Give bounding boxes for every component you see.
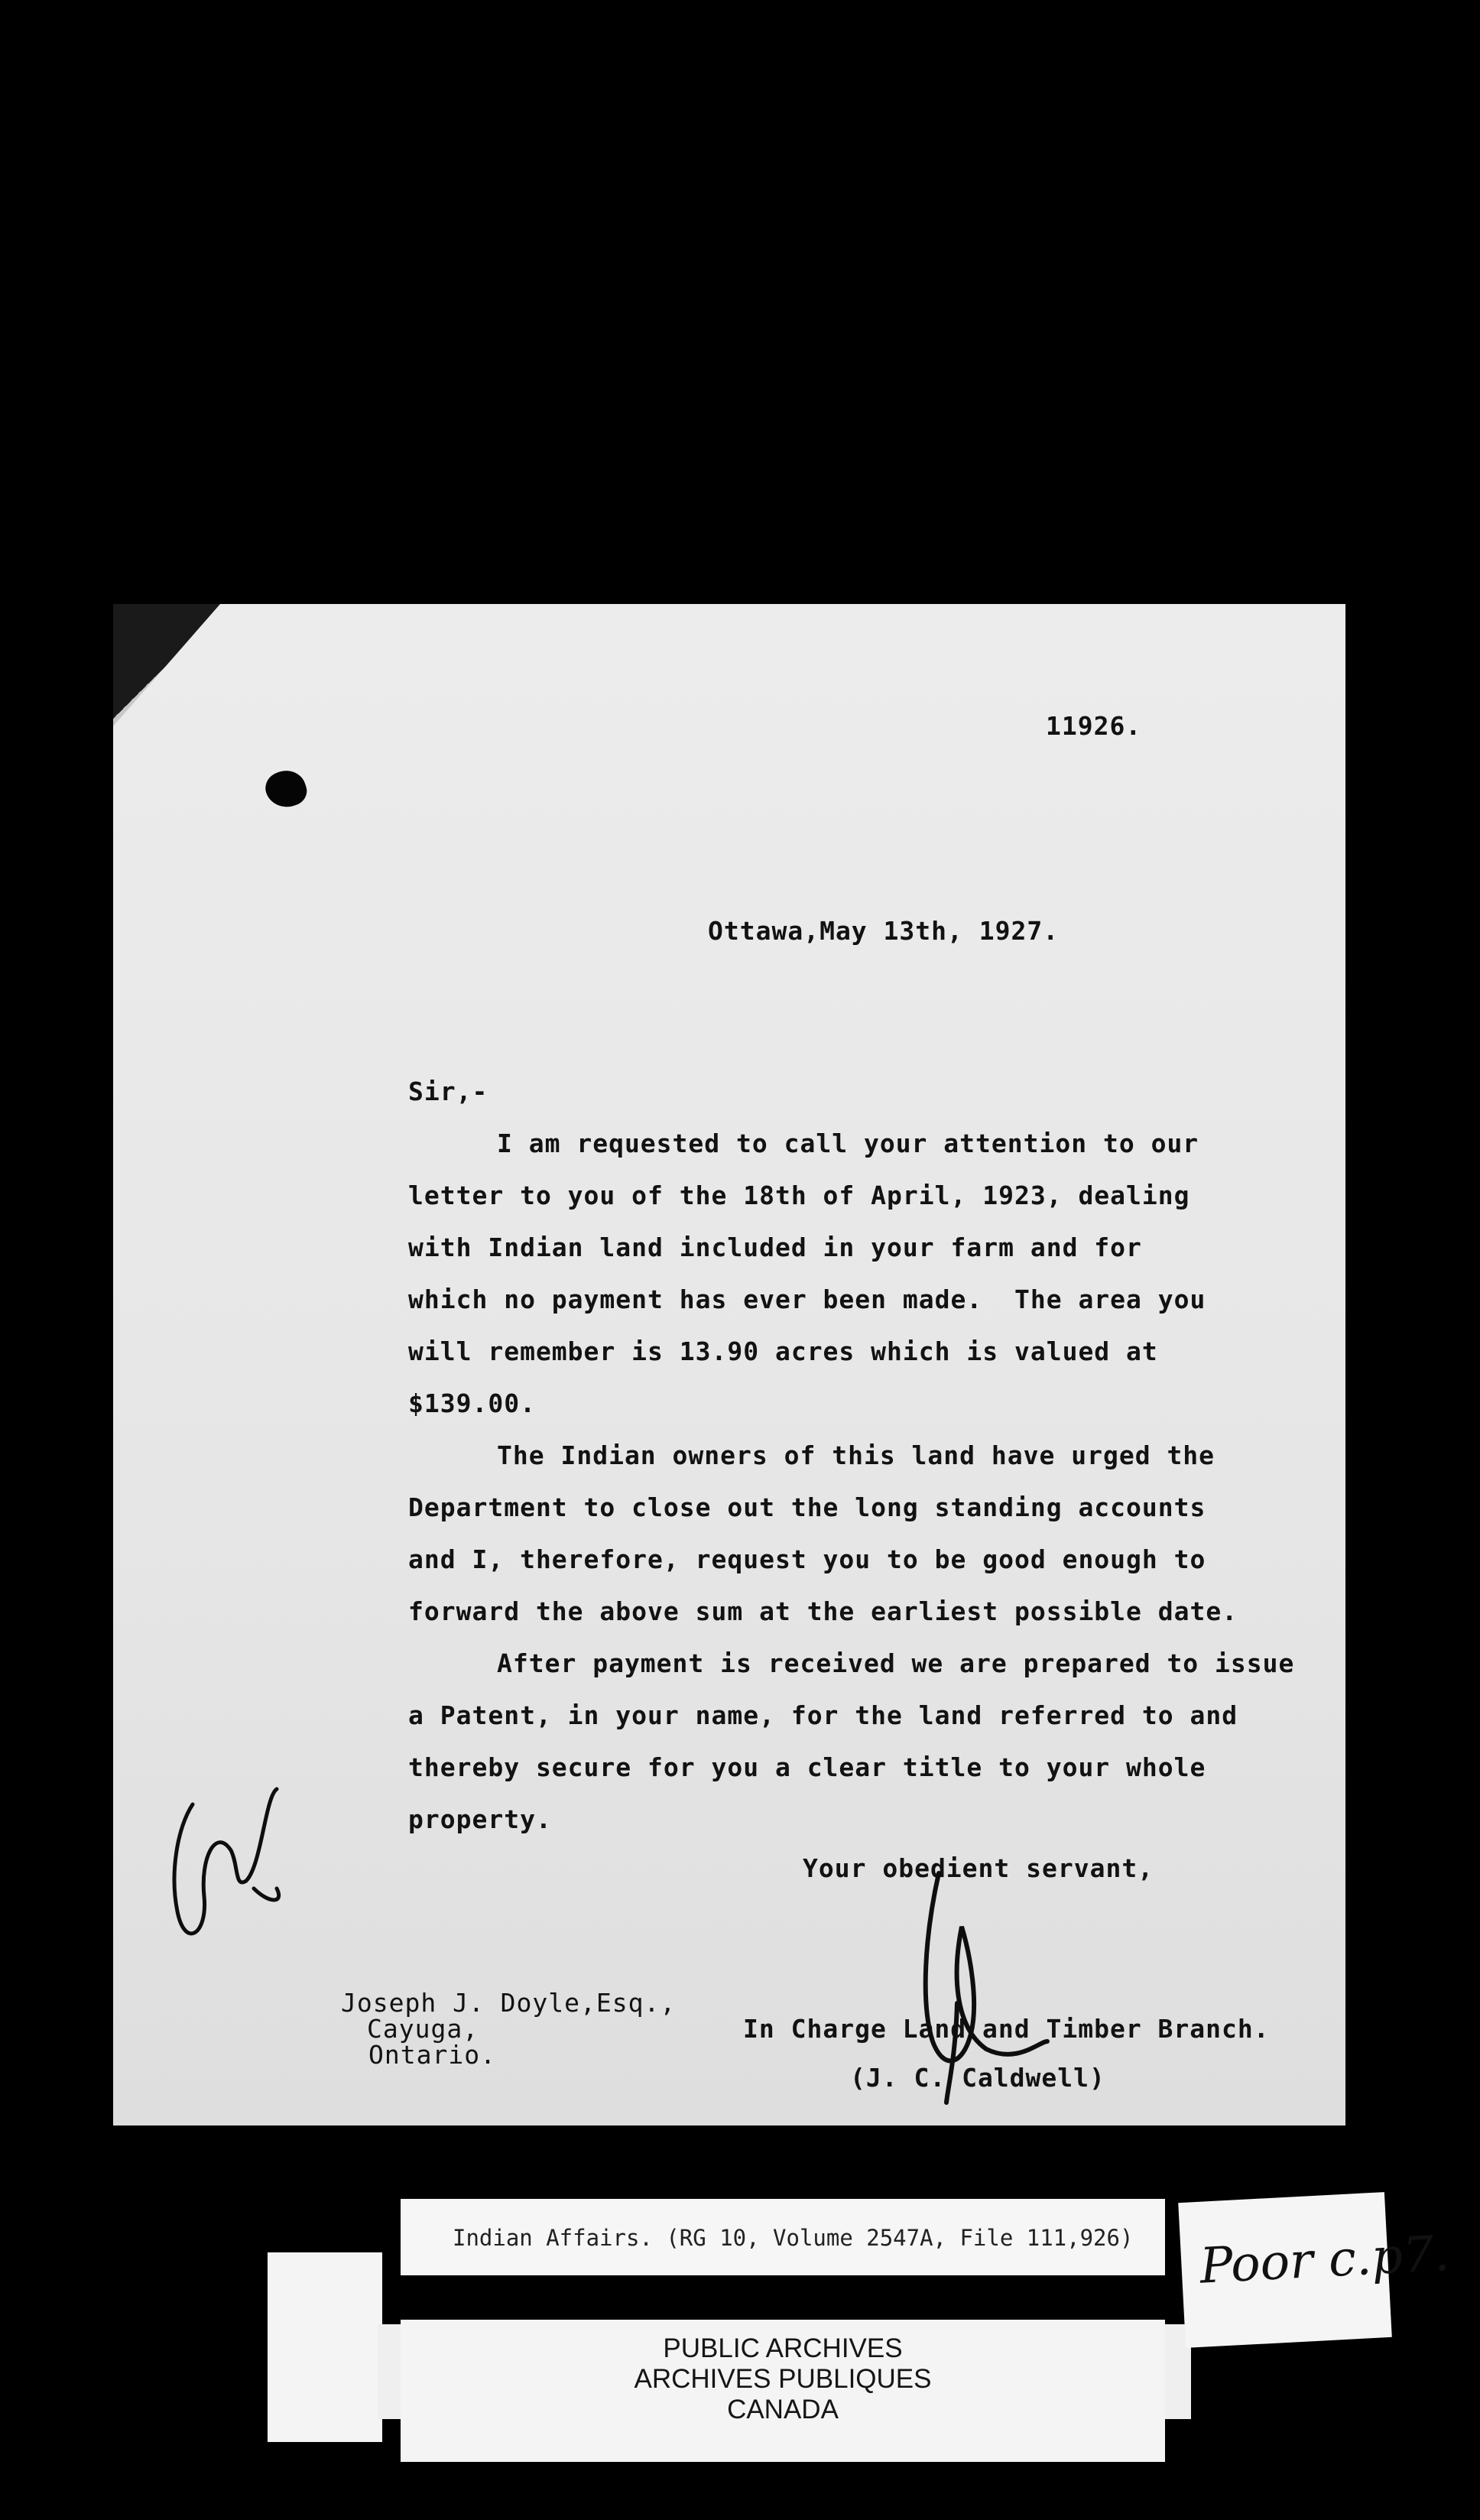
addressee-line: Cayuga, [367, 2014, 479, 2044]
body-line: Department to close out the long standing accounts [408, 1492, 1206, 1522]
addressee-line: Ontario. [368, 2040, 496, 2070]
signer-name: (J. C. Caldwell) [850, 2063, 1105, 2093]
addressee-line: Joseph J. Doyle,Esq., [341, 1988, 677, 2018]
poor-copy-text: Poor c.p7. [1198, 2225, 1451, 2295]
salutation: Sir,- [408, 1077, 488, 1106]
archive-line: CANADA [727, 2395, 839, 2424]
archive-stamp [401, 2320, 1165, 2462]
body-line: with Indian land included in your farm and for [408, 1232, 1142, 1262]
body-line: $139.00. [408, 1388, 536, 1418]
closing: Your obedient servant, [803, 1853, 1154, 1883]
body-line: a Patent, in your name, for the land referred to and [408, 1700, 1238, 1730]
poor-copy-note [1178, 2192, 1451, 2348]
body-line: The Indian owners of this land have urged the [497, 1440, 1215, 1470]
body-line: letter to you of the 18th of April, 1923, dealing [408, 1180, 1190, 1210]
body-line: property. [408, 1804, 552, 1834]
body-line: I am requested to call your attention to our [497, 1128, 1199, 1158]
body-line: which no payment has ever been made. The area you [408, 1284, 1206, 1314]
archive-reference-label [401, 2199, 1165, 2275]
file-number: 11926. [1046, 711, 1142, 741]
body-line: will remember is 13.90 acres which is valued at [408, 1336, 1158, 1366]
body-line: After payment is received we are prepared to issue [497, 1648, 1295, 1678]
body-line: and I, therefore, request you to be good enough to [408, 1544, 1206, 1574]
letter-date: Ottawa,May 13th, 1927. [708, 916, 1060, 946]
archive-line: PUBLIC ARCHIVES [663, 2333, 903, 2363]
label-strip-left [268, 2252, 382, 2442]
archive-line: ARCHIVES PUBLIQUES [634, 2364, 932, 2394]
department: In Charge Land and Timber Branch. [743, 2014, 1270, 2044]
archive-reference: Indian Affairs. (RG 10, Volume 2547A, File 111,926) [453, 2225, 1134, 2251]
body-line: forward the above sum at the earliest possible date. [408, 1596, 1238, 1626]
body-line: thereby secure for you a clear title to your whole [408, 1752, 1206, 1782]
